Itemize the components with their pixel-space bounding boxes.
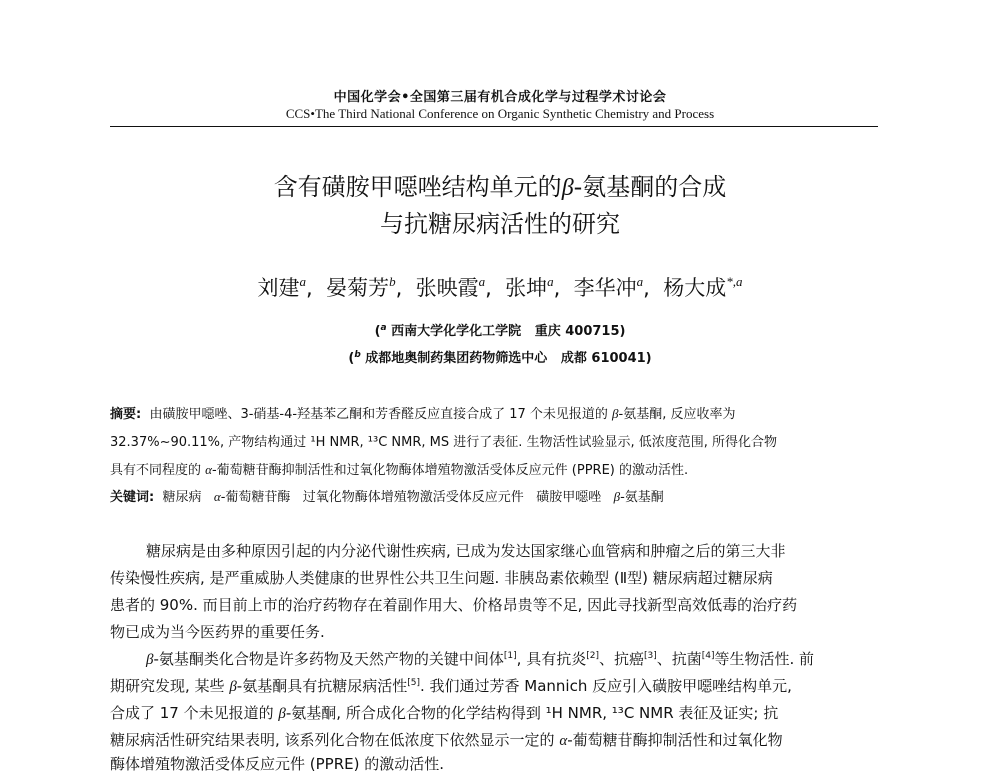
abstract-label: 摘要: — [110, 407, 142, 422]
author-name: 晏菊芳 — [326, 276, 390, 300]
author-separator: , — [395, 276, 416, 300]
author-mark: a — [478, 274, 486, 289]
body-text: -葡萄糖苷酶抑制活性和过氧化物 — [567, 731, 783, 749]
citation-ref: [2] — [586, 651, 599, 661]
author-mark: a — [299, 274, 307, 289]
author-mark: a — [547, 274, 554, 289]
beta-symbol: β — [561, 175, 574, 201]
affiliation-a — [0, 320, 1000, 339]
body-text: . 我们通过芳香 Mannich 反应引入磺胺甲噁唑结构单元, — [419, 677, 792, 695]
abstract-text: 由磺胺甲噁唑、3-硝基-4-羟基苯乙酮和芳香醛反应直接合成了 17 个未见报道的 — [141, 407, 613, 422]
conference-title-cn: 中国化学会•全国第三届有机合成化学与过程学术讨论会 — [333, 90, 667, 105]
body-p2-line5: 酶体增殖物激活受体反应元件 (PPRE) 的激动活性. — [110, 755, 445, 773]
author-separator: , — [485, 276, 506, 300]
keyword-text: -葡萄糖苷酶 过氧化物酶体增殖物激活受体反应元件 磺胺甲噁唑 — [220, 490, 614, 505]
alpha-symbol: α — [559, 733, 568, 749]
affiliation-text: 西南大学化学化工学院 重庆 400715) — [386, 324, 626, 339]
body-text: -氨基酮具有抗糖尿病活性 — [236, 677, 408, 695]
citation-ref: [3] — [643, 651, 657, 661]
affiliation-mark: b — [354, 350, 361, 360]
abstract-line-3 — [110, 459, 878, 478]
body-text: 、抗菌 — [656, 650, 702, 668]
beta-symbol: β — [612, 406, 619, 421]
abstract-line-2: 32.37%~90.11%, 产物结构通过 ¹H NMR, ¹³C NMR, MS 进行了表征. 生物活性试验显示, 低浓度范围, 所得化合物 — [110, 435, 778, 450]
abstract-text: -葡萄糖苷酶抑制活性和过氧化物酶体增殖物激活受体反应元件 (PPRE) 的激动活性. — [211, 463, 689, 478]
body-text: 等生物活性. 前 — [714, 650, 815, 668]
citation-ref: [1] — [503, 651, 517, 661]
body-text: 合成了 17 个未见报道的 — [110, 704, 279, 722]
author-separator: , — [306, 276, 327, 300]
body-p1-line3: 患者的 90%. 而目前上市的治疗药物存在着副作用大、价格昂贵等不足, 因此寻找新型高效低毒的治疗药 — [110, 596, 798, 614]
author-mark: b — [389, 274, 396, 289]
author-name: 张坤 — [505, 276, 548, 300]
header-rule — [110, 126, 878, 127]
affiliation-paren: ( — [348, 351, 355, 366]
author-list — [0, 272, 1000, 302]
keywords-label: 关键词: — [110, 490, 155, 505]
body-p2-line2 — [110, 675, 880, 696]
citation-ref: [4] — [701, 651, 715, 661]
beta-symbol: β — [278, 706, 286, 722]
alpha-symbol: α — [205, 462, 212, 477]
affiliation-b — [0, 347, 1000, 366]
body-p1-line2: 传染慢性疾病, 是严重威胁人类健康的世界性公共卫生问题. 非胰岛素依赖型 (Ⅱ型) 糖尿病超过糖尿病 — [110, 569, 773, 587]
keywords-line — [110, 486, 878, 505]
conference-title-en: CCS•The Third National Conference on Organic Synthetic Chemistry and Process — [285, 106, 715, 121]
keyword-text: -氨基酮 — [620, 490, 664, 505]
alpha-symbol: α — [213, 489, 221, 504]
abstract-line-1 — [110, 403, 878, 422]
body-text: -氨基酮, 所合成化合物的化学结构得到 ¹H NMR, ¹³C NMR 表征及证实; 抗 — [285, 704, 779, 722]
body-text: , 具有抗炎 — [516, 650, 587, 668]
author-mark: a — [636, 274, 644, 289]
title-text: -氨基酮的合成 — [573, 173, 727, 201]
body-p2-line1 — [146, 648, 916, 669]
author-separator: , — [553, 276, 574, 300]
body-text: 、抗癌 — [598, 650, 644, 668]
author-separator: , — [643, 276, 664, 300]
title-text: 含有磺胺甲噁唑结构单元的 — [273, 173, 562, 201]
author-name: 杨大成 — [663, 276, 727, 300]
body-p2-line3 — [110, 702, 880, 723]
beta-symbol: β — [613, 489, 621, 504]
body-text: -氨基酮类化合物是许多药物及天然产物的关键中间体 — [153, 650, 504, 668]
paper-title-line1 — [0, 167, 1000, 202]
citation-ref: [5] — [407, 678, 420, 688]
affiliation-mark: a — [380, 323, 387, 333]
paper-title-line2: 与抗糖尿病活性的研究 — [380, 210, 620, 238]
affiliation-paren: ( — [374, 324, 381, 339]
beta-symbol: β — [229, 679, 237, 695]
author-mark: *,a — [726, 274, 743, 289]
affiliation-text: 成都地奥制药集团药物筛选中心 成都 610041) — [360, 351, 652, 366]
keyword-text: 糖尿病 — [154, 490, 214, 505]
author-name: 张映霞 — [415, 276, 479, 300]
body-p1-line4: 物已成为当今医药界的重要任务. — [110, 623, 325, 641]
author-name: 李华冲 — [573, 276, 637, 300]
abstract-text: 具有不同程度的 — [110, 463, 206, 478]
body-text: 糖尿病活性研究结果表明, 该系列化合物在低浓度下依然显示一定的 — [110, 731, 560, 749]
body-p2-line4 — [110, 729, 880, 750]
body-p1-line1: 糖尿病是由多种原因引起的内分泌代谢性疾病, 已成为发达国家继心血管病和肿瘤之后的第三大非 — [146, 542, 786, 560]
body-text: 期研究发现, 某些 — [110, 677, 230, 695]
abstract-text: -氨基酮, 反应收率为 — [618, 407, 736, 422]
beta-symbol: β — [146, 652, 154, 668]
author-name: 刘建 — [257, 276, 300, 300]
